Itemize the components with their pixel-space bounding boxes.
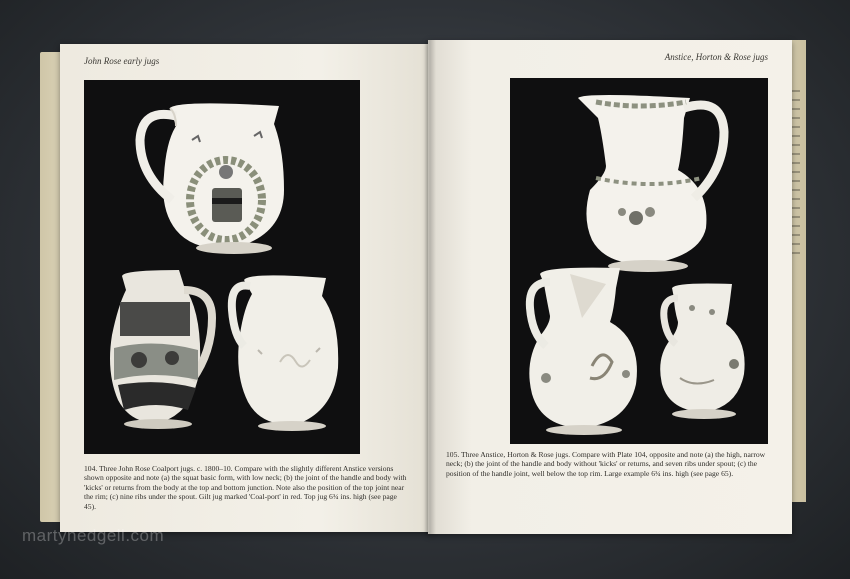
gilt-imari-jug [110, 270, 212, 429]
right-page [428, 40, 792, 534]
top-jug-with-crest [140, 103, 284, 254]
top-floral-jug [578, 95, 724, 272]
plain-monogram-jug [232, 275, 338, 431]
right-photo-plate [510, 78, 768, 444]
book-gutter-shadow [424, 40, 436, 534]
monogram-jug [529, 268, 637, 435]
small-sprig-jug [660, 284, 744, 420]
left-plate-caption: 104. Three John Rose Coalport jugs. c. 1800–10. Compare with the slightly different Anstice versions shown opposite and note (a) the squat basic form, with low neck; (b) the joint of the handle and body with 'kicks' or returns from the body at the top and bottom junction. Note also the position of the top joint near the rim; (c) nine ribs under the spout. Gilt jug marked 'Coal-port' in red. Top jug 6¾ ins. high (see page 45). [84, 464, 407, 511]
right-plate-caption: 105. Three Anstice, Horton & Rose jugs. Compare with Plate 104, opposite and note (a) the high, narrow neck; (b) the joint of the handle and body without 'kicks' or returns, and seven ribs under spout; (c) the position of the handle joint, well below the top rim. Large example 6¾ ins. high (see page 65). [446, 450, 766, 478]
right-running-head: Anstice, Horton & Rose jugs [664, 52, 768, 62]
left-running-head: John Rose early jugs [84, 56, 160, 66]
coalport-jugs-photo [84, 80, 360, 454]
left-page [60, 44, 432, 532]
anstice-horton-rose-jugs-photo [510, 78, 768, 444]
left-photo-plate [84, 80, 360, 454]
watermark: martynedgell.com [22, 526, 165, 545]
